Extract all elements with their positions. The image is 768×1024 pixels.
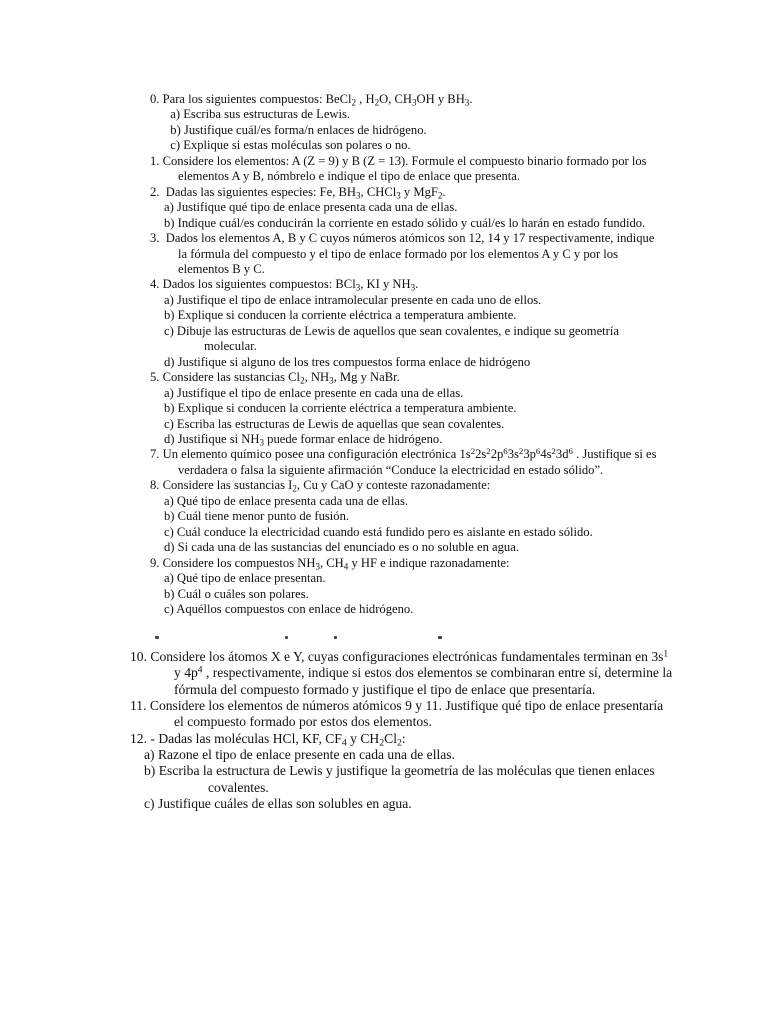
exercise-line: d) Si cada una de las sustancias del enunciado es o no soluble en agua. — [164, 540, 519, 555]
exercise-line: a) Qué tipo de enlace presentan. — [164, 571, 326, 586]
exercise-line: b) Cuál tiene menor punto de fusión. — [164, 509, 350, 524]
exercise-line: c) Explique si estas moléculas son polares o no. — [164, 138, 411, 153]
exercise-line: a) Justifique el tipo de enlace intramolecular presente en cada uno de ellos. — [164, 292, 542, 307]
cropped-text-fragment — [150, 636, 570, 642]
exercise-line: 10. Considere los átomos X e Y, cuyas configuraciones electrónicas fundamentales terminan en $3s^1$ — [130, 649, 669, 664]
exercise-line: c) Justifique cuáles de ellas son solubles en agua. — [144, 796, 412, 812]
exercise-line: 11. Considere los elementos de números atómicos 9 y 11. Justifique qué tipo de enlace presentaría — [130, 698, 664, 714]
exercise-line: a) Justifique qué tipo de enlace presenta cada una de ellas. — [164, 200, 458, 215]
exercise-line: b) Cuál o cuáles son polares. — [164, 586, 309, 601]
exercise-line: c) Cuál conduce la electricidad cuando está fundido pero es aislante en estado sólido. — [164, 524, 593, 539]
exercise-list-lower — [130, 649, 730, 812]
exercise-line: 0. Para los siguientes compuestos: BeCl$_2$ , $H_2O$, $CH_3OH$ y $BH_3$. — [150, 92, 473, 108]
exercise-line: a) Razone el tipo de enlace presente en cada una de ellas. — [144, 747, 455, 763]
exercise-line: 8. Considere las sustancias $I_2$, Cu y CaO y conteste razonadamente: — [150, 478, 491, 494]
exercise-line: 7. Un elemento químico posee una configuración electrónica $1s^22s^22p^63s^23p^64s^23d^6$ . Justifique si es — [150, 446, 657, 462]
exercise-line: 4. Dados los siguientes compuestos: BCl$_3$, KI y $NH_3$. — [150, 277, 419, 293]
exercise-line: covalentes. — [174, 779, 269, 795]
exercise-line: 2. Dadas las siguientes especies: Fe, $BH_3$, CHCl$_3$ y MgF$_2$. — [150, 184, 446, 200]
exercise-line: d) Justifique si $NH_3$ puede formar enlace de hidrógeno. — [164, 431, 443, 448]
exercise-line: fórmula del compuesto formado y justifique el tipo de enlace que presentaría. — [174, 681, 596, 697]
exercise-line: c) Dibuje las estructuras de Lewis de aquellos que sean covalentes, e indique su geometría — [164, 323, 619, 338]
exercise-line: verdadera o falsa la siguiente afirmación “Conduce la electricidad en estado sólido”. — [178, 462, 604, 477]
exercise-line: elementos B y C. — [178, 261, 265, 276]
exercise-line: b) Indique cuál/es conducirán la corriente en estado sólido y cuál/es lo harán en estado fundido. — [164, 215, 646, 230]
exercise-line: molecular. — [204, 339, 257, 354]
exercise-line: elementos A y B, nómbrelo e indique el tipo de enlace que presenta. — [178, 169, 521, 184]
exercise-line: a) Qué tipo de enlace presenta cada una de ellas. — [164, 493, 409, 508]
exercise-line: a) Justifique el tipo de enlace presente en cada una de ellas. — [164, 385, 464, 400]
exercise-line: b) Explique si conducen la corriente eléctrica a temperatura ambiente. — [164, 401, 517, 416]
exercise-line: y $4p^4$ , respectivamente, indique si estos dos elementos se combinaran entre sí, determine la — [174, 665, 673, 681]
exercise-line: a) Escriba sus estructuras de Lewis. — [164, 107, 351, 122]
exercise-line: 9. Considere los compuestos $NH_3$, $CH_4$ y HF e indique razonadamente: — [150, 555, 510, 571]
exercise-line: b) Justifique cuál/es forma/n enlaces de hidrógeno. — [164, 122, 427, 137]
exercise-line: c) Aquéllos compuestos con enlace de hidrógeno. — [164, 601, 414, 616]
exercise-line: b) Explique si conducen la corriente eléctrica a temperatura ambiente. — [164, 308, 517, 323]
exercise-line: 1. Considere los elementos: A (Z = 9) y B (Z = 13). Formule el compuesto binario formado por los — [150, 153, 647, 168]
exercise-line: el compuesto formado por estos dos elementos. — [174, 714, 432, 730]
exercise-list-upper — [150, 92, 720, 617]
exercise-line: 12. - Dadas las moléculas HCl, KF, $CF_4$ y $CH_2Cl_2$: — [130, 730, 406, 749]
exercise-line: la fórmula del compuesto y el tipo de enlace formado por los elementos A y C y por los — [178, 246, 618, 261]
exercise-line: c) Escriba las estructuras de Lewis de aquellas que sean covalentes. — [164, 416, 505, 431]
exercise-line: b) Escriba la estructura de Lewis y justifique la geometría de las moléculas que tienen enlaces — [144, 763, 655, 779]
exercise-line: 3. Dados los elementos A, B y C cuyos números atómicos son 12, 14 y 17 respectivamente, indique — [150, 231, 655, 246]
exercise-line: d) Justifique si alguno de los tres compuestos forma enlace de hidrógeno — [164, 354, 531, 369]
exercise-line: 5. Considere las sustancias $Cl_2$, $NH_3$, Mg y NaBr. — [150, 370, 400, 386]
